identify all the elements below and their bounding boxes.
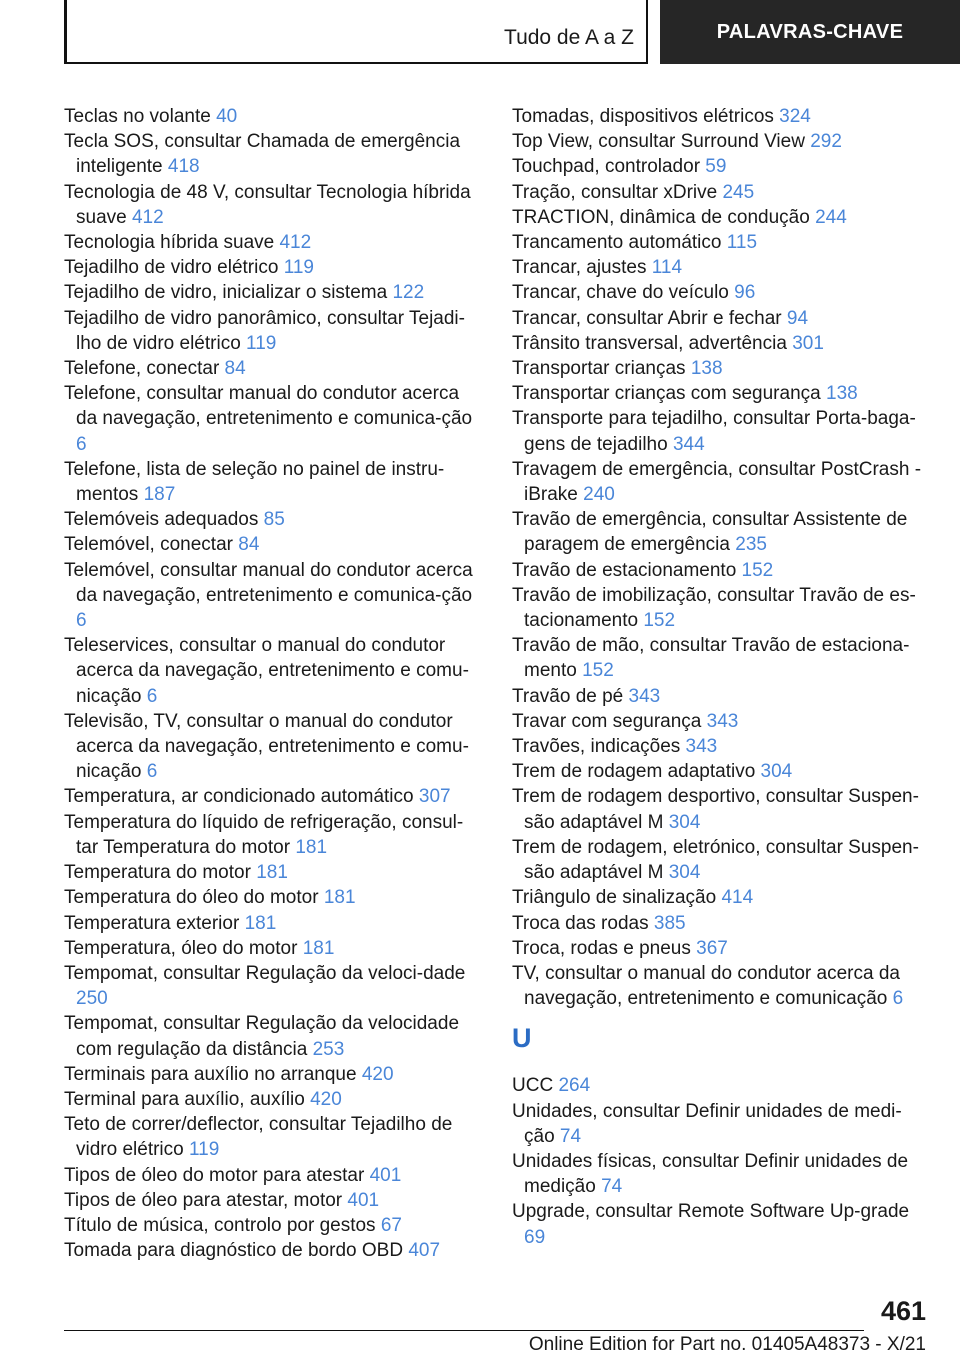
entry-term: Temperatura do líquido de refrigeração, consul‐tar Temperatura do motor <box>64 811 464 858</box>
entry-term: Top View, consultar Surround View <box>512 131 805 153</box>
index-entry <box>64 1213 480 1238</box>
entry-page-link[interactable]: 264 <box>558 1075 591 1097</box>
entry-page-link[interactable]: 181 <box>323 887 356 909</box>
entry-term: Temperatura do motor <box>64 862 251 884</box>
entry-term: Tejadilho de vidro elétrico <box>64 257 279 279</box>
entry-page-link[interactable]: 84 <box>238 534 260 556</box>
entry-term: Telefone, conectar <box>64 358 220 380</box>
index-entry <box>512 558 928 583</box>
entry-term: Temperatura exterior <box>64 912 240 934</box>
entry-page-link[interactable]: 418 <box>167 156 200 178</box>
index-entry <box>64 558 480 634</box>
entry-term: Trancar, ajustes <box>512 257 647 279</box>
entry-page-link[interactable]: 115 <box>726 232 758 254</box>
entry-page-link[interactable]: 6 <box>146 685 158 707</box>
entry-page-link[interactable]: 304 <box>760 761 793 783</box>
header-bottom-rule <box>64 62 648 64</box>
index-entry <box>512 911 928 936</box>
entry-term: Transportar crianças <box>512 358 686 380</box>
index-entry <box>512 759 928 784</box>
entry-term: Unidades, consultar Definir unidades de medi‐ção <box>512 1100 902 1147</box>
index-entry <box>64 1087 480 1112</box>
entry-page-link[interactable]: 138 <box>690 358 723 380</box>
entry-page-link[interactable]: 69 <box>524 1226 546 1248</box>
entry-page-link[interactable]: 119 <box>283 257 314 279</box>
entry-page-link[interactable]: 119 <box>246 332 277 354</box>
entry-term: Teleservices, consultar o manual do condutor acerca da navegação, entretenimento e comu‐nicação <box>64 635 469 707</box>
header-separator <box>646 0 648 64</box>
entry-page-link[interactable]: 6 <box>146 761 158 783</box>
entry-page-link[interactable]: 181 <box>244 912 277 934</box>
index-entry <box>512 255 928 280</box>
index-entry <box>512 1073 928 1098</box>
entry-term: Trânsito transversal, advertência <box>512 332 787 354</box>
index-entry <box>512 709 928 734</box>
entry-page-link[interactable]: 181 <box>302 937 335 959</box>
entry-term: Unidades físicas, consultar Definir unidades de medição <box>512 1150 909 1198</box>
entry-page-link[interactable]: 343 <box>628 685 661 707</box>
entry-term: Tecnologia híbrida suave <box>64 232 275 254</box>
entry-page-link[interactable]: 6 <box>76 433 87 455</box>
entry-page-link[interactable]: 420 <box>310 1088 342 1110</box>
index-entry <box>64 784 480 809</box>
index-entry <box>64 532 480 557</box>
entry-term: Travão de imobilização, consultar Travão de es‐tacionamento <box>512 584 916 632</box>
entry-term: Temperatura, ar condicionado automático <box>64 786 414 808</box>
entry-term: Touchpad, controlador <box>512 156 701 178</box>
entry-page-link[interactable]: 304 <box>668 811 701 833</box>
entry-term: Tecnologia de 48 V, consultar Tecnologia híbrida suave <box>64 181 471 228</box>
entry-term: Travões, indicações <box>512 736 681 758</box>
entry-term: Tipos de óleo do motor para atestar <box>64 1164 365 1186</box>
entry-page-link[interactable]: 367 <box>696 937 728 959</box>
entry-term: Trem de rodagem desportivo, consultar Suspen‐são adaptável M <box>512 786 919 833</box>
entry-term: Triângulo de sinalização <box>512 887 717 909</box>
index-entry <box>512 936 928 961</box>
entry-term: Troca das rodas <box>512 912 649 934</box>
index-entry <box>64 1163 480 1188</box>
index-entry <box>64 860 480 885</box>
index-entry <box>512 356 928 381</box>
entry-term: Tecla SOS, consultar Chamada de emergência inteligente <box>64 131 461 178</box>
index-entry <box>512 784 928 834</box>
index-column-left <box>64 104 480 1263</box>
entry-page-link[interactable]: 412 <box>131 206 164 228</box>
entry-term: Temperatura do óleo do motor <box>64 887 319 909</box>
entry-page-link[interactable]: 74 <box>559 1125 582 1147</box>
entry-page-link[interactable]: 414 <box>721 887 754 909</box>
index-entry <box>64 180 480 230</box>
entry-term: Temperatura, óleo do motor <box>64 937 298 959</box>
entry-term: Trem de rodagem, eletrónico, consultar Suspen‐são adaptável M <box>512 836 919 884</box>
index-entry <box>512 633 928 683</box>
entry-term: Tomada para diagnóstico de bordo OBD <box>64 1240 404 1262</box>
entry-term: Telefone, consultar manual do condutor acerca da navegação, entretenimento e comunica‐ção <box>64 383 473 430</box>
index-entry <box>64 104 480 129</box>
entry-term: Trancar, consultar Abrir e fechar <box>512 307 782 329</box>
index-entry <box>64 381 480 457</box>
entry-term: Transporte para tejadilho, consultar Porta-baga‐gens de tejadilho <box>512 408 916 455</box>
index-entry <box>64 230 480 255</box>
index-entry <box>512 457 928 507</box>
entry-term: Tempomat, consultar Regulação da velocidade com regulação da distância <box>64 1013 460 1060</box>
entry-term: TRACTION, dinâmica de condução <box>512 206 810 228</box>
index-entry <box>512 507 928 557</box>
entry-term: Teclas no volante <box>64 106 211 127</box>
index-entry <box>512 381 928 406</box>
entry-page-link[interactable]: 244 <box>815 206 847 228</box>
entry-page-link[interactable]: 250 <box>76 988 108 1010</box>
entry-term: Trancamento automático <box>512 232 722 254</box>
entry-term: Travar com segurança <box>512 710 702 732</box>
entry-page-link[interactable]: 181 <box>256 862 288 884</box>
entry-term: Travagem de emergência, consultar PostCrash - iBrake <box>512 458 922 506</box>
index-entry <box>64 810 480 860</box>
index-entry <box>512 230 928 255</box>
index-group-u <box>512 1073 928 1249</box>
index-entry <box>64 457 480 507</box>
index-entry <box>64 1062 480 1087</box>
entry-term: Transportar crianças com segurança <box>512 383 821 405</box>
index-entry <box>64 961 480 1011</box>
index-entry <box>512 583 928 633</box>
entry-page-link[interactable]: 6 <box>892 988 904 1010</box>
index-entry <box>512 1149 928 1199</box>
entry-page-link[interactable]: 245 <box>722 181 755 203</box>
index-entry <box>64 1112 480 1162</box>
index-entry <box>64 280 480 305</box>
header-section-title: Tudo de A a Z <box>504 26 634 49</box>
index-entry <box>512 1099 928 1149</box>
entry-page-link[interactable]: 181 <box>295 836 328 858</box>
footer-rule <box>64 1330 864 1331</box>
footer-edition: Online Edition for Part no. 01405A48373 - X/21 <box>528 1334 926 1355</box>
index-entry <box>64 1011 480 1061</box>
entry-page-link[interactable]: 307 <box>418 786 451 808</box>
index-entry <box>512 205 928 230</box>
index-group-t <box>512 104 928 1011</box>
index-entry <box>512 885 928 910</box>
index-column-right <box>512 104 928 1250</box>
entry-term: Trancar, chave do veículo <box>512 282 729 304</box>
entry-page-link[interactable]: 385 <box>653 912 686 934</box>
entry-term: Terminal para auxílio, auxílio <box>64 1088 305 1110</box>
entry-page-link[interactable]: 324 <box>779 106 811 127</box>
entry-term: Telefone, lista de seleção no painel de instru‐mentos <box>64 458 445 506</box>
entry-term: UCC <box>512 1075 554 1097</box>
entry-term: Trem de rodagem adaptativo <box>512 761 756 783</box>
index-entry <box>64 1238 480 1263</box>
entry-page-link[interactable]: 401 <box>347 1189 380 1211</box>
entry-page-link[interactable]: 152 <box>741 559 774 581</box>
entry-term: Tejadilho de vidro panorâmico, consultar Tejadi‐lho de vidro elétrico <box>64 307 465 354</box>
index-entry <box>512 104 928 129</box>
entry-page-link[interactable]: 407 <box>408 1240 441 1262</box>
entry-term: Tomadas, dispositivos elétricos <box>512 106 774 127</box>
index-entry <box>64 507 480 532</box>
entry-term: Travão de mão, consultar Travão de estaciona‐mento <box>512 635 910 682</box>
entry-term: Tempomat, consultar Regulação da veloci‐dade <box>64 962 466 984</box>
entry-page-link[interactable]: 301 <box>792 332 824 354</box>
header-chapter-title: PALAVRAS-CHAVE <box>660 0 960 64</box>
index-entry <box>64 129 480 179</box>
entry-term: Televisão, TV, consultar o manual do condutor acerca da navegação, entretenimento e comu‐nicação <box>64 710 469 783</box>
entry-page-link[interactable]: 420 <box>361 1063 394 1085</box>
entry-term: Troca, rodas e pneus <box>512 937 691 959</box>
entry-page-link[interactable]: 304 <box>668 862 701 884</box>
index-entry <box>512 154 928 179</box>
header-left-rule <box>64 0 67 64</box>
entry-term: Travão de pé <box>512 685 624 707</box>
entry-page-link[interactable]: 412 <box>279 232 312 254</box>
index-entry <box>64 936 480 961</box>
entry-page-link[interactable]: 401 <box>369 1164 402 1186</box>
entry-term: Tejadilho de vidro, inicializar o sistema <box>64 282 388 304</box>
entry-page-link[interactable]: 235 <box>735 534 767 556</box>
entry-page-link[interactable]: 253 <box>312 1038 345 1060</box>
index-entry <box>64 356 480 381</box>
index-entry <box>512 406 928 456</box>
index-entry <box>512 684 928 709</box>
index-entry <box>64 633 480 709</box>
index-entry <box>64 709 480 785</box>
entry-page-link[interactable]: 40 <box>216 106 238 127</box>
letter-heading-u: U <box>512 1023 532 1054</box>
index-entry <box>64 885 480 910</box>
index-entry <box>512 1199 928 1249</box>
index-entry <box>512 734 928 759</box>
entry-page-link[interactable]: 94 <box>786 307 809 329</box>
entry-page-link[interactable]: 74 <box>601 1176 623 1198</box>
entry-page-link[interactable]: 152 <box>643 610 676 632</box>
entry-term: Travão de estacionamento <box>512 559 737 581</box>
entry-term: Tipos de óleo para atestar, motor <box>64 1189 343 1211</box>
index-entry <box>64 1188 480 1213</box>
index-entry <box>512 835 928 885</box>
index-entry <box>512 180 928 205</box>
index-entry <box>64 306 480 356</box>
entry-term: Travão de emergência, consultar Assistente de paragem de emergência <box>512 509 908 556</box>
entry-term: Título de música, controlo por gestos <box>64 1214 376 1236</box>
entry-page-link[interactable]: 67 <box>380 1214 402 1236</box>
entry-page-link[interactable]: 122 <box>392 282 425 304</box>
index-entry <box>512 306 928 331</box>
entry-term: Teto de correr/deflector, consultar Tejadilho de vidro elétrico <box>64 1114 453 1161</box>
entry-term: Telemóvel, consultar manual do condutor acerca da navegação, entretenimento e comunica‐ção <box>64 559 473 606</box>
index-entry <box>512 961 928 1011</box>
entry-page-link[interactable]: 6 <box>76 610 87 632</box>
entry-page-link[interactable]: 240 <box>583 484 615 506</box>
index-entry <box>512 280 928 305</box>
index-entry <box>512 331 928 356</box>
index-entry <box>512 129 928 154</box>
entry-page-link[interactable]: 344 <box>672 433 705 455</box>
entry-term: Terminais para auxílio no arranque <box>64 1063 357 1085</box>
entry-page-link[interactable]: 343 <box>685 736 718 758</box>
entry-page-link[interactable]: 114 <box>651 257 683 279</box>
entry-term: Upgrade, consultar Remote Software Up‐grade <box>512 1201 910 1223</box>
index-entry <box>64 255 480 280</box>
entry-page-link[interactable]: 292 <box>810 131 842 153</box>
entry-term: Tração, consultar xDrive <box>512 181 718 203</box>
entry-page-link[interactable]: 187 <box>143 484 176 506</box>
entry-term: Telemóvel, conectar <box>64 534 233 556</box>
entry-page-link[interactable]: 59 <box>705 156 727 178</box>
entry-page-link[interactable]: 96 <box>734 282 756 304</box>
entry-page-link[interactable]: 85 <box>263 509 285 531</box>
index-entry <box>64 911 480 936</box>
entry-page-link[interactable]: 84 <box>224 358 246 380</box>
page-number: 461 <box>880 1296 926 1326</box>
entry-page-link[interactable]: 119 <box>189 1139 220 1161</box>
entry-page-link[interactable]: 138 <box>826 383 858 405</box>
entry-page-link[interactable]: 152 <box>582 660 614 682</box>
entry-page-link[interactable]: 343 <box>706 710 739 732</box>
entry-term: TV, consultar o manual do condutor acerca da navegação, entretenimento e comunicação <box>512 962 900 1010</box>
entry-term: Telemóveis adequados <box>64 509 259 531</box>
